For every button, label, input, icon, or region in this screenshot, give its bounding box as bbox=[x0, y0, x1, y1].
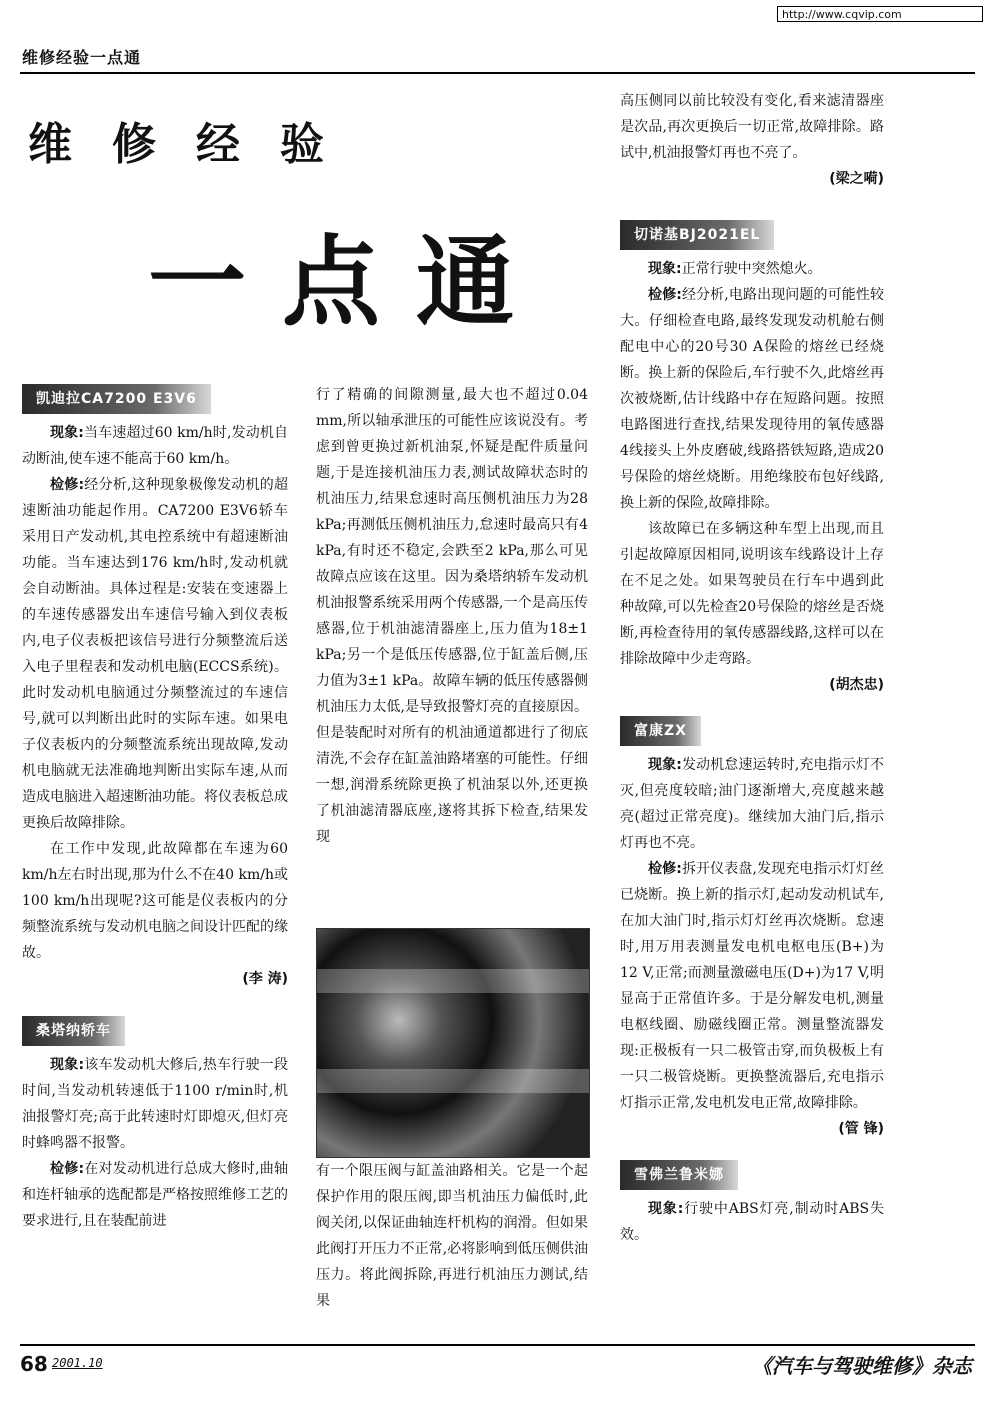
section-title-5: 雪佛兰鲁米娜 bbox=[620, 1160, 738, 1190]
signature-4: (管 锋) bbox=[838, 1121, 884, 1137]
section-title-4: 富康ZX bbox=[620, 716, 701, 746]
source-url[interactable]: http://www.cqvip.com bbox=[777, 6, 983, 22]
phenomenon-1: 现象:当车速超过60 km/h时,发动机自动断油,使车速不能高于60 km/h。 bbox=[22, 425, 288, 467]
paragraph-3b: 该故障已在多辆这种车型上出现,而且引起故障原因相同,说明该车线路设计上存在不足之处。如果驾驶员在行车中遇到此种故障,可以先检查20号保险的熔丝是否烧断,再检查待用的氧传感器线路,这样可以在排除故障中少走弯路。 bbox=[620, 521, 884, 667]
column-3 bbox=[620, 88, 884, 1248]
section-title-1: 凯迪拉CA7200 E3V6 bbox=[22, 384, 211, 414]
signature-1: (李 涛) bbox=[242, 971, 288, 987]
section-title-2: 桑塔纳轿车 bbox=[22, 1016, 125, 1046]
paragraph-3a: 高压侧同以前比较没有变化,看来滤清器座是次品,再次更换后一切正常,故障排除。路试中,机油报警灯再也不亮了。 bbox=[620, 93, 884, 161]
column-2-bottom bbox=[316, 1158, 588, 1314]
bottom-rule bbox=[20, 1344, 975, 1346]
column-2 bbox=[316, 382, 588, 850]
page-number: 68 bbox=[20, 1352, 48, 1376]
repair-2: 检修:在对发动机进行总成大修时,曲轴和连杆轴承的选配都是严格按照维修工艺的要求进行,且在装配前进 bbox=[22, 1161, 288, 1229]
phenomenon-5: 现象:行驶中ABS灯亮,制动时ABS失效。 bbox=[620, 1201, 884, 1243]
repair-3: 检修:经分析,电路出现问题的可能性较大。仔细检查电路,最终发现发动机舱右侧配电中心的20号30 A保险的熔丝已经烧断。换上新的保险后,车行驶不久,此熔丝再次被烧断,估计线路中存在短路问题。按照电路图进行查找,结果发现待用的氧传感器4线接头上外皮磨破,线路搭铁短路,造成20号保险的熔丝烧断。用绝缘胶布包好线路,换上新的保险,故障排除。 bbox=[620, 287, 884, 511]
phenomenon-3: 现象:正常行驶中突然熄火。 bbox=[648, 261, 822, 277]
signature-3: (胡杰忠) bbox=[829, 677, 884, 693]
repair-4: 检修:拆开仪表盘,发现充电指示灯灯丝已烧断。换上新的指示灯,起动发动机试车,在加大油门时,指示灯灯丝再次烧断。怠速时,用万用表测量发电机电枢电压(B+)为12 V,正常;而测量激磁电压(D+)为17 V,明显高于正常值许多。于是分解发电机,测量电枢线圈、励磁线圈正常。测量整流器发现:正极板有一只二极管击穿,而负极板上有一只二极管烧断。更换整流器后,充电指示灯指示正常,发电机发电正常,故障排除。 bbox=[620, 861, 884, 1111]
paragraph-1b: 在工作中发现,此故障都在车速为60 km/h左右时出现,那为什么不在40 km/h或100 km/h出现呢?这可能是仪表板内的分频整流系统与发动机电脑之间设计匹配的缘故。 bbox=[22, 841, 288, 961]
title-line2: 一点通 bbox=[148, 226, 551, 340]
phenomenon-2: 现象:该车发动机大修后,热车行驶一段时间,当发动机转速低于1100 r/min时,机油报警灯亮;高于此转速时灯即熄灭,但灯亮时蜂鸣器不报警。 bbox=[22, 1057, 288, 1151]
paragraph-2b: 有一个限压阀与缸盖油路相关。它是一个起保护作用的限压阀,即当机油压力偏低时,此阀关闭,以保证曲轴连杆机构的润滑。但如果此阀打开压力不正常,必将影响到低压侧供油压力。将此阀拆除,再进行机油压力测试,结果 bbox=[316, 1163, 588, 1309]
section-title-3: 切诺基BJ2021EL bbox=[620, 220, 774, 250]
phenomenon-4: 现象:发动机怠速运转时,充电指示灯不灭,但亮度较暗;油门逐渐增大,亮度越来越亮(超过正常亮度)。继续加大油门后,指示灯再也不亮。 bbox=[620, 757, 884, 851]
column-1 bbox=[22, 380, 288, 1234]
running-head: 维修经验一点通 bbox=[22, 48, 142, 67]
filter-housing-photo bbox=[316, 928, 590, 1158]
repair-1: 检修:经分析,这种现象极像发动机的超速断油功能起作用。CA7200 E3V6轿车采用日产发动机,其电控系统中有超速断油功能。当车速达到176 km/h时,发动机就会自动断油。具体过程是:安装在变速器上的车速传感器发出车速信号输入到仪表板内,电子仪表板把该信号进行分频整流后送入电子里程表和发动机电脑(ECCS系统)。此时发动机电脑通过分频整流过的车速信号,就可以判断出此时的实际车速。如果电子仪表板内的分频整流系统出现故障,发动机电脑就无法准确地判断出实际车速,从而造成电脑进入超速断油功能。将仪表板总成更换后故障排除。 bbox=[22, 477, 288, 831]
signature-2: (梁之嗬) bbox=[829, 171, 884, 187]
paragraph-2a: 行了精确的间隙测量,最大也不超过0.04 mm,所以轴承泄压的可能性应该说没有。考虑到曾更换过新机油泵,怀疑是配件质量问题,于是连接机油压力表,测试故障状态时的机油压力,结果怠速时高压侧机油压力为28 kPa;再测低压侧机油压力,怠速时最高只有4 kPa,有时还不稳定,会跌至2 kPa,那么可见故障点应该在这里。因为桑塔纳轿车发动机机油报警系统采用两个传感器,一个是高压传感器,位于机油滤清器座上,压力值为18±1 kPa;另一个是低压传感器,位于缸盖后侧,压力值为3±1 kPa。故障车辆的低压传感器侧机油压力太低,是导致报警灯亮的直接原因。但是装配时对所有的机油通道都进行了彻底清洗,不会存在缸盖油路堵塞的可能性。仔细一想,润滑系统除更换了机油泵以外,还更换了机油滤清器底座,遂将其拆下检查,结果发现 bbox=[316, 387, 588, 845]
magazine-name: 《汽车与驾驶维修》杂志 bbox=[752, 1354, 972, 1378]
top-rule bbox=[20, 72, 975, 74]
title-line1: 维修经验 bbox=[28, 119, 364, 170]
issue-date: 2001.10 bbox=[52, 1356, 103, 1370]
